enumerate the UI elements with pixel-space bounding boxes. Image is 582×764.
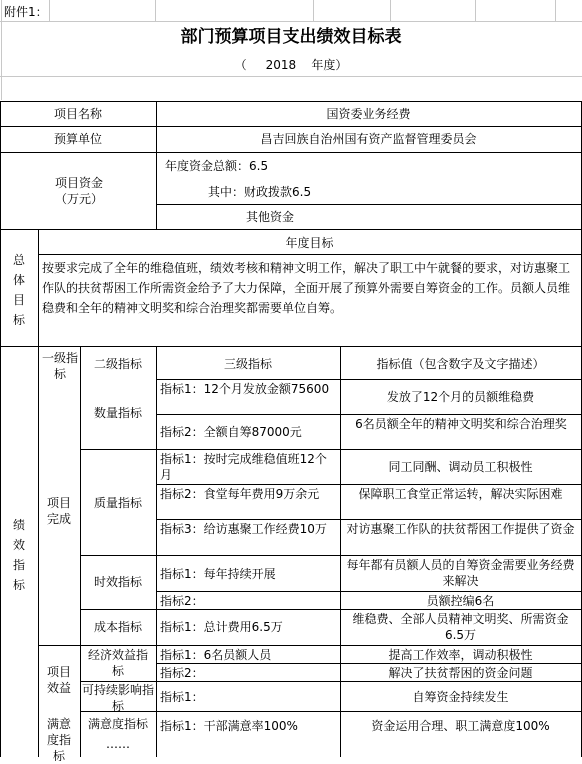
- timeliness-value-2: 员额控编6名: [426, 594, 495, 608]
- col-level1-header: 一级指标: [42, 351, 79, 381]
- quality-value-1: 同工同酬、调动员工积极性: [388, 460, 533, 474]
- annual-goal-label: 年度目标: [285, 236, 334, 250]
- funds-other: 其他资金: [246, 210, 295, 224]
- quantity-indicator-label: 数量指标: [93, 406, 142, 420]
- col-value-header: 指标值（包含数字及文字描述）: [376, 357, 545, 371]
- group-project-benefit: 项目效益: [46, 665, 71, 695]
- timeliness-indicator-2: 指标2：: [160, 594, 204, 608]
- quality-indicator-3: 指标3：给访惠聚工作经费10万: [160, 522, 327, 536]
- col-level3-header: 三级指标: [223, 357, 272, 371]
- timeliness-value-1: 每年都有员额人员的自筹资金需要业务经费来解决: [346, 558, 575, 588]
- project-name-label: 项目名称: [53, 107, 102, 121]
- economic-indicator-2: 指标2：: [160, 666, 204, 680]
- sustainable-indicator-1: 指标1：: [160, 690, 204, 704]
- project-name-value: 国资委业务经费: [326, 107, 411, 121]
- satisfaction-indicator-label: 满意度指标: [87, 717, 148, 731]
- group-satisfaction: 满意度指标: [46, 717, 71, 763]
- cost-indicator-1: 指标1：总计费用6.5万: [160, 620, 283, 634]
- budget-unit-value: 昌吉回族自治州国有资产监督管理委员会: [260, 132, 477, 146]
- timeliness-indicator-label: 时效指标: [93, 575, 142, 589]
- cost-indicator-label: 成本指标: [93, 620, 142, 634]
- economic-value-2: 解决了扶贫帮困的资金问题: [388, 666, 533, 680]
- quality-value-2: 保障职工食堂正常运转，解决实际困难: [358, 487, 563, 501]
- economic-value-1: 提高工作效率，调动积极性: [388, 648, 533, 662]
- overall-goal-label: 总体目标: [12, 253, 25, 327]
- attachment-label: 附件1：: [4, 5, 48, 19]
- quality-indicator-1: 指标1：按时完成维稳值班12个月: [160, 452, 327, 482]
- economic-indicator-1: 指标1：6名员额人员: [160, 648, 272, 662]
- group-project-completion: 项目完成: [46, 496, 71, 526]
- sustainable-value-1: 自筹资金持续发生: [412, 690, 509, 704]
- timeliness-indicator-1: 指标1：每年持续开展: [160, 567, 276, 581]
- page-title: 部门预算项目支出绩效目标表: [180, 27, 402, 47]
- year-line: （ 2018 年度）: [234, 58, 348, 72]
- cost-value-1: 维稳费、全部人员精神文明奖、所需资金6.5万: [352, 612, 569, 642]
- quality-value-3: 对访惠聚工作队的扶贫帮困工作提供了资金: [346, 522, 575, 536]
- budget-unit-label: 预算单位: [53, 132, 102, 146]
- satisfaction-indicator-1: 指标1：干部满意率100%: [160, 719, 298, 733]
- ellipsis: ……: [106, 737, 130, 751]
- performance-indicators-label: 绩效指标: [12, 518, 25, 592]
- quality-indicator-2: 指标2：食堂每年费用9万余元: [160, 487, 320, 501]
- economic-benefit-label: 经济效益指标: [87, 648, 148, 678]
- funds-total: 年度资金总额：6.5: [165, 159, 269, 173]
- satisfaction-value-1: 资金运用合理、职工满意度100%: [371, 719, 550, 733]
- quality-indicator-label: 质量指标: [93, 496, 142, 510]
- quantity-value-1: 发放了12个月的员额维稳费: [386, 390, 535, 404]
- quantity-indicator-2: 指标2：全额自筹87000元: [160, 425, 302, 439]
- quantity-value-2: 6名员额全年的精神文明奖和综合治理奖: [355, 417, 567, 431]
- quantity-indicator-1: 指标1：12个月发放金额75600: [160, 382, 330, 396]
- annual-goal-text: 按要求完成了全年的维稳值班，绩效考核和精神文明工作，解决了职工中午就餐的要求，对访惠聚工作队的扶贫帮困工作所需资金给予了大力保障，全面开展了预算外需要自筹资金的工作。员额人员维稳费和全年的精神文明奖和综合治理奖都需要单位自筹。: [42, 261, 571, 315]
- sustainable-impact-label: 可持续影响指标: [82, 683, 155, 713]
- funds-fiscal: 其中：财政拨款6.5: [208, 185, 312, 199]
- col-level2-header: 二级指标: [93, 357, 142, 371]
- project-funds-label: 项目资金（万元）: [54, 176, 103, 206]
